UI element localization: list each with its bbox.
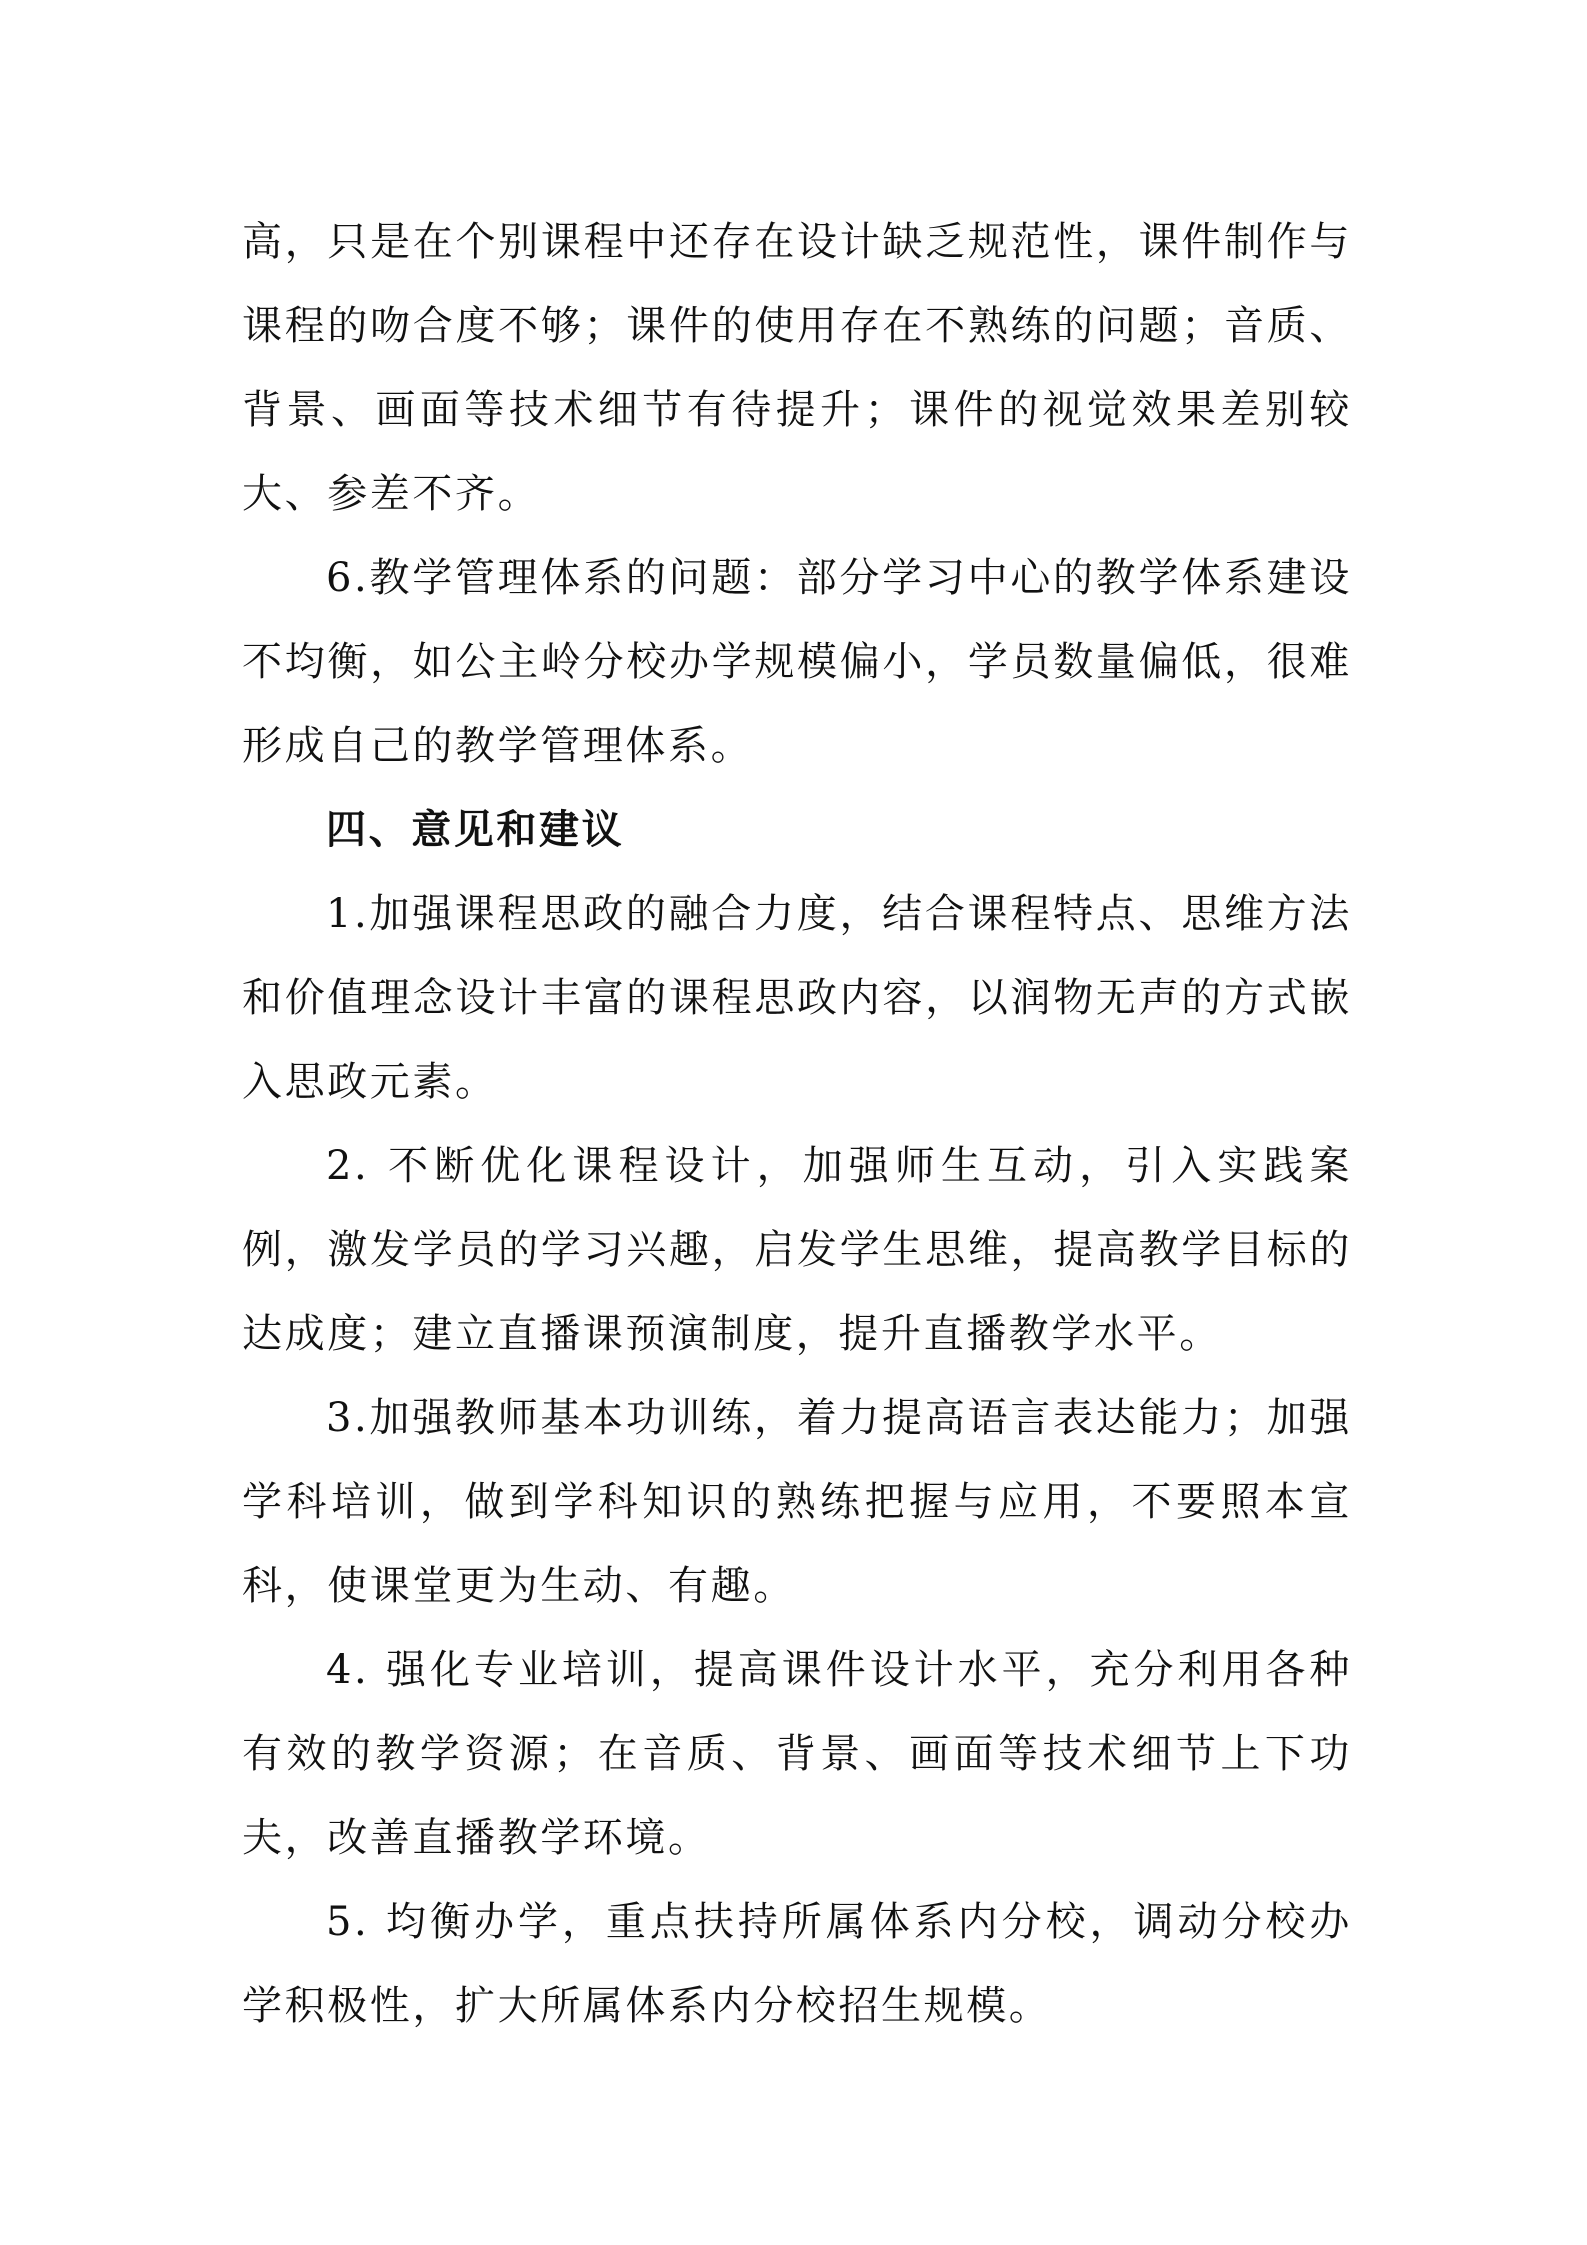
suggestion-item-5: 5. 均衡办学，重点扶持所属体系内分校，调动分校办学积极性，扩大所属体系内分校招生规模。 [242, 1899, 1352, 2029]
document-body [242, 200, 1352, 2048]
continuation-paragraph: 高，只是在个别课程中还存在设计缺乏规范性，课件制作与课程的吻合度不够；课件的使用存在不熟练的问题；音质、背景、画面等技术细节有待提升；课件的视觉效果差别较大、参差不齐。 [242, 219, 1352, 517]
section-heading: 四、意见和建议 [326, 807, 625, 853]
suggestion-item-3: 3.加强教师基本功训练，着力提高语言表达能力；加强学科培训，做到学科知识的熟练把握与应用，不要照本宣科，使课堂更为生动、有趣。 [242, 1395, 1352, 1609]
suggestion-item-4: 4. 强化专业培训，提高课件设计水平，充分利用各种有效的教学资源；在音质、背景、画面等技术细节上下功夫，改善直播教学环境。 [242, 1647, 1352, 1861]
suggestion-item-1: 1.加强课程思政的融合力度，结合课程特点、思维方法和价值理念设计丰富的课程思政内容，以润物无声的方式嵌入思政元素。 [242, 891, 1352, 1105]
teaching-management-paragraph: 6.教学管理体系的问题：部分学习中心的教学体系建设不均衡，如公主岭分校办学规模偏小，学员数量偏低，很难形成自己的教学管理体系。 [242, 555, 1352, 769]
suggestion-item-2: 2. 不断优化课程设计，加强师生互动，引入实践案例，激发学员的学习兴趣，启发学生思维，提高教学目标的达成度；建立直播课预演制度，提升直播教学水平。 [242, 1143, 1352, 1357]
